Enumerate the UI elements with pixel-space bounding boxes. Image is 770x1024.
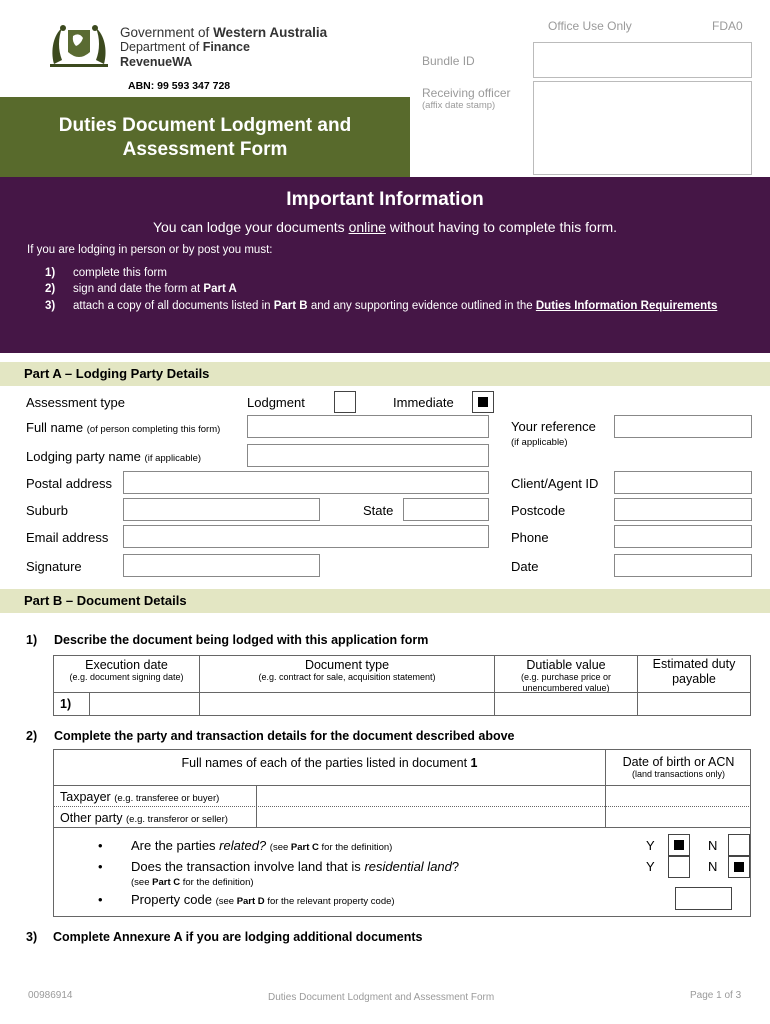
step-2-pre: sign and date the form at (73, 283, 201, 295)
bundle-id-label: Bundle ID (422, 54, 475, 68)
parties-header (54, 756, 605, 770)
estimated-duty-header: Estimated duty payable (652, 657, 736, 686)
related-hint-pre: (see (269, 842, 289, 853)
online-post: without having to complete this form. (389, 219, 618, 235)
duties-info-requirements-link[interactable]: Duties Information Requirements (535, 300, 718, 312)
signature-field[interactable] (123, 554, 320, 577)
dept-line-bold: Finance (202, 40, 250, 54)
footer-code: 00986914 (28, 990, 73, 1001)
full-name-hint: (of person completing this form) (86, 424, 221, 435)
property-hint-bold: Part D (236, 896, 265, 907)
bundle-id-field[interactable] (533, 42, 752, 78)
property-code-field[interactable] (675, 887, 732, 910)
online-pre: You can lodge your documents (152, 219, 345, 235)
related-hint-post: for the definition) (321, 842, 393, 853)
taxpayer-label (60, 790, 219, 804)
form-title (0, 114, 410, 162)
related-hint-bold: Part C (290, 842, 319, 853)
email-address-label: Email address (26, 530, 109, 545)
property-code-text: Property code (131, 892, 212, 907)
your-reference-field[interactable] (614, 415, 752, 438)
footer-page: Page 1 of 3 (690, 990, 742, 1001)
land-yes-label: Y (646, 859, 655, 874)
land-no-checkbox[interactable] (728, 856, 750, 878)
step-3-text (73, 300, 717, 312)
land-no-label: N (708, 859, 718, 874)
part-b-title: Part B – Document Details (24, 593, 187, 608)
signature-label: Signature (26, 559, 82, 574)
step-2-bold: Part A (203, 283, 237, 295)
estimated-duty-field[interactable] (637, 692, 751, 716)
execution-date-header: Execution date (85, 658, 168, 672)
property-hint-post: for the relevant property code) (267, 896, 395, 907)
lodgment-label: Lodgment (247, 395, 305, 410)
important-info-title: Important Information (286, 189, 484, 210)
form-title-line-1: Duties Document Lodgment and (58, 115, 352, 136)
email-address-field[interactable] (123, 525, 489, 548)
step-3-num: 3) (45, 300, 56, 312)
other-party-label (60, 811, 228, 825)
form-code: FDA0 (712, 19, 743, 33)
related-yes-checkbox[interactable] (668, 834, 690, 856)
government-line (120, 25, 327, 40)
dutiable-value-field[interactable] (494, 692, 638, 716)
execution-date-field[interactable] (89, 692, 200, 716)
postal-address-label: Postal address (26, 476, 112, 491)
step-3-pre: attach a copy of all documents listed in (73, 300, 271, 312)
dob-header (606, 755, 751, 779)
immediate-label: Immediate (393, 395, 454, 410)
full-name-text: Full name (26, 420, 84, 435)
step-2 (45, 283, 237, 295)
land-hint-pre: (see (131, 877, 150, 888)
related-no-checkbox[interactable] (728, 834, 750, 856)
execution-date-hint: (e.g. document signing date) (69, 672, 184, 682)
date-field[interactable] (614, 554, 752, 577)
question-3-text: Complete Annexure A if you are lodging additional documents (53, 930, 423, 944)
doc-table-row-label (53, 692, 90, 716)
question-2 (26, 729, 515, 743)
full-name-field[interactable] (247, 415, 489, 438)
other-party-row-divider (53, 827, 751, 828)
land-pre: Does the transaction involve land that is (131, 859, 361, 874)
assessment-type-label: Assessment type (26, 395, 125, 410)
date-label: Date (511, 559, 539, 574)
department-line (120, 40, 250, 54)
dob-title: Date of birth or ACN (622, 755, 735, 769)
doc-table-header-dutiable-value (494, 655, 638, 693)
doc-table-header-estimated-duty (637, 655, 751, 693)
abn-number: ABN: 99 593 347 728 (128, 80, 231, 92)
full-name-label (26, 420, 220, 435)
lodging-party-hint: (if applicable) (144, 453, 202, 464)
document-type-header: Document type (304, 658, 390, 672)
question-2-text: Complete the party and transaction details for the document described above (54, 729, 515, 743)
part-a-band (0, 362, 770, 386)
client-agent-id-label: Client/Agent ID (511, 476, 599, 491)
step-3-mid: and any supporting evidence outlined in the (310, 300, 533, 312)
doc-table-header-execution-date (53, 655, 200, 693)
other-party-text: Other party (60, 811, 123, 825)
taxpayer-dob-field[interactable] (606, 786, 751, 807)
postcode-label: Postcode (511, 503, 566, 518)
question-3 (26, 930, 423, 944)
dept-line-text: Department of (120, 40, 200, 54)
taxpayer-hint: (e.g. transferee or buyer) (114, 793, 220, 804)
doc-table-header-document-type (199, 655, 495, 693)
lodging-intro: If you are lodging in person or by post you must: (27, 244, 273, 256)
land-hint-bold: Part C (152, 877, 181, 888)
online-link[interactable]: online (348, 219, 386, 235)
receiving-officer-stamp-field[interactable] (533, 81, 752, 175)
dob-hint: (land transactions only) (631, 769, 726, 779)
footer-title: Duties Document Lodgment and Assessment Form (268, 992, 495, 1003)
immediate-checkbox[interactable] (472, 391, 494, 413)
parties-header-text: Full names of each of the parties listed in document (181, 756, 468, 770)
lodgment-checkbox[interactable] (334, 391, 356, 413)
taxpayer-text: Taxpayer (60, 790, 111, 804)
related-italic: related? (219, 838, 267, 853)
parties-header-num: 1 (470, 756, 478, 770)
document-type-field[interactable] (199, 692, 495, 716)
wa-crest-logo (46, 20, 112, 70)
other-party-hint: (e.g. transferor or seller) (126, 814, 228, 825)
step-1 (45, 267, 167, 279)
online-lodge-text (0, 219, 770, 235)
postcode-field[interactable] (614, 498, 752, 521)
agency-name: RevenueWA (120, 55, 193, 69)
office-use-label: Office Use Only (548, 19, 632, 33)
question-1 (26, 633, 429, 647)
important-info-panel (0, 177, 770, 353)
other-party-dob-field[interactable] (606, 807, 751, 828)
state-label: State (363, 503, 394, 518)
part-a-title: Part A – Lodging Party Details (24, 366, 210, 381)
your-reference-label: Your reference (511, 419, 596, 434)
question-1-num: 1) (26, 633, 38, 647)
lodging-party-name-label (26, 449, 201, 464)
dutiable-value-header: Dutiable value (526, 658, 606, 672)
step-3 (45, 300, 718, 312)
step-3-bold: Part B (273, 300, 308, 312)
question-1-text: Describe the document being lodged with this application form (54, 633, 429, 647)
land-italic: residential land (364, 859, 452, 874)
form-title-line-2: Assessment Form (122, 139, 288, 160)
document-type-hint: (e.g. contract for sale, acquisition statement) (258, 672, 436, 682)
your-reference-hint: (if applicable) (511, 437, 568, 448)
part-b-band (0, 589, 770, 613)
property-hint-pre: (see (215, 896, 235, 907)
state-field[interactable] (403, 498, 489, 521)
dutiable-value-hint: (e.g. purchase price or unencumbered value) (520, 672, 612, 693)
land-hint (131, 877, 254, 888)
client-agent-id-field[interactable] (614, 471, 752, 494)
phone-label: Phone (511, 530, 549, 545)
related-no-label: N (708, 838, 718, 853)
lodging-party-name-field[interactable] (247, 444, 489, 467)
affix-stamp-label: (affix date stamp) (422, 100, 496, 111)
question-3-num: 3) (26, 930, 38, 944)
question-2-num: 2) (26, 729, 38, 743)
gov-line-bold: Western Australia (213, 25, 328, 40)
step-2-num: 2) (45, 283, 56, 295)
land-post: ? (451, 859, 460, 874)
lodging-party-name-text: Lodging party name (26, 449, 141, 464)
step-2-text (73, 283, 237, 295)
land-hint-post: for the definition) (182, 877, 254, 888)
receiving-officer-label: Receiving officer (422, 86, 511, 100)
land-yes-checkbox[interactable] (668, 856, 690, 878)
row-label-text: 1) (60, 697, 72, 711)
step-1-text: complete this form (73, 267, 167, 279)
related-pre: Are the parties (131, 838, 216, 853)
taxpayer-name-field[interactable] (256, 786, 605, 807)
postal-address-field[interactable] (123, 471, 489, 494)
suburb-field[interactable] (123, 498, 320, 521)
related-yes-label: Y (646, 838, 655, 853)
suburb-label: Suburb (26, 503, 68, 518)
step-1-num: 1) (45, 267, 56, 279)
gov-line-text: Government of (120, 25, 210, 40)
phone-field[interactable] (614, 525, 752, 548)
other-party-name-field[interactable] (256, 807, 605, 828)
